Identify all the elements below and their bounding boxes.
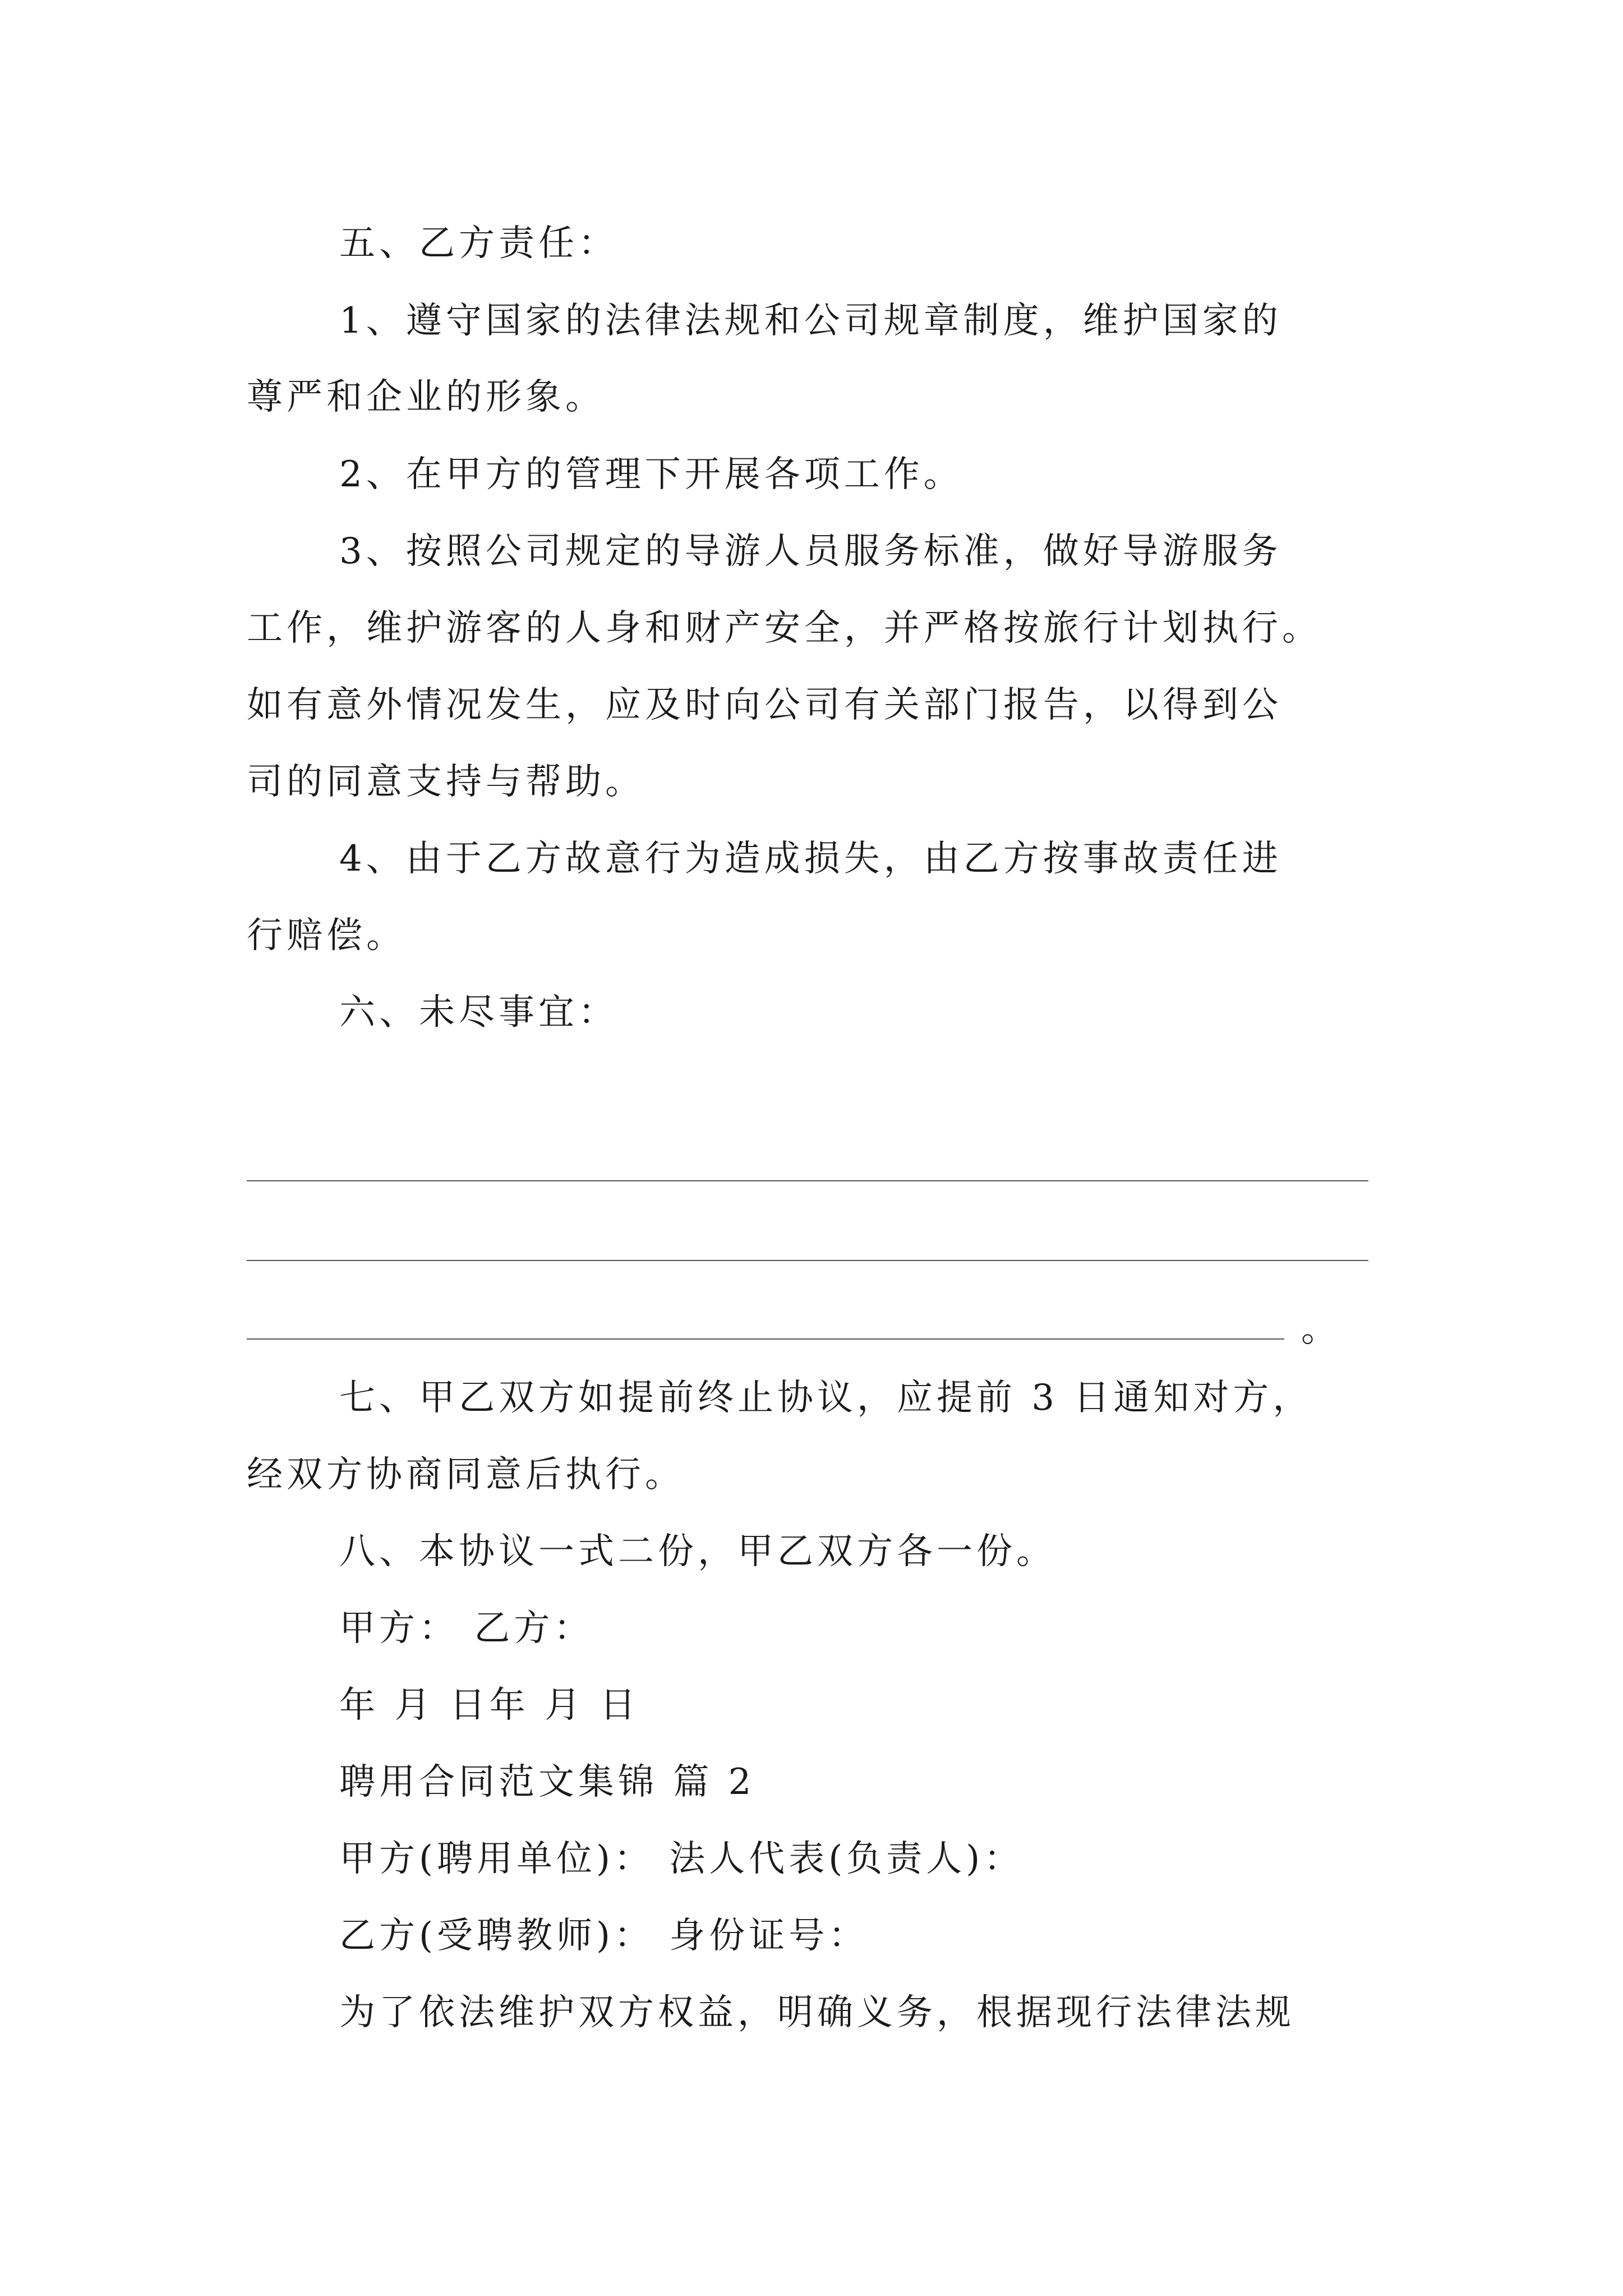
paragraph-line: 经双方协商同意后执行。: [247, 1454, 685, 1496]
paragraph-line: 1、遵守国家的法律法规和公司规章制度，维护国家的: [339, 300, 1282, 342]
fill-in-blank-line: [247, 1338, 1284, 1340]
paragraph-line: 尊严和企业的形象。: [247, 376, 605, 418]
heading-section-5: 五、乙方责任：: [339, 223, 618, 264]
signature-dates: 年 月 日年 月 日: [339, 1685, 640, 1726]
heading-section-6: 六、未尽事宜：: [339, 992, 618, 1033]
fill-in-blank-line: [247, 1260, 1368, 1261]
paragraph-line: 七、甲乙双方如提前终止协议，应提前 3 日通知对方，: [339, 1377, 1313, 1419]
party-a-field: 甲方(聘用单位)： 法人代表(负责人)：: [339, 1838, 1024, 1880]
signature-parties: 甲方： 乙方：: [339, 1608, 594, 1649]
paragraph-line: 3、按照公司规定的导游人员服务标准，做好导游服务: [339, 531, 1282, 572]
paragraph-line: 如有意外情况发生，应及时向公司有关部门报告，以得到公: [247, 684, 1282, 726]
section-title: 聘用合同范文集锦 篇 2: [339, 1761, 755, 1803]
paragraph-line: 工作，维护游客的人身和财产安全，并严格按旅行计划执行。: [247, 608, 1322, 649]
paragraph-line: 2、在甲方的管理下开展各项工作。: [339, 454, 963, 495]
party-b-field: 乙方(受聘教师)： 身份证号：: [339, 1915, 869, 1957]
paragraph-line: 行赔偿。: [247, 915, 406, 956]
paragraph-line: 4、由于乙方故意行为造成损失，由乙方按事故责任进: [339, 838, 1282, 880]
fill-in-blank-line: [247, 1180, 1368, 1181]
paragraph-line: 司的同意支持与帮助。: [247, 761, 645, 803]
paragraph-line: 为了依法维护双方权益，明确义务，根据现行法律法规: [339, 1992, 1295, 2033]
paragraph-line: 八、本协议一式二份，甲乙双方各一份。: [339, 1531, 1056, 1572]
blank-end-mark: 。: [1301, 1309, 1337, 1350]
